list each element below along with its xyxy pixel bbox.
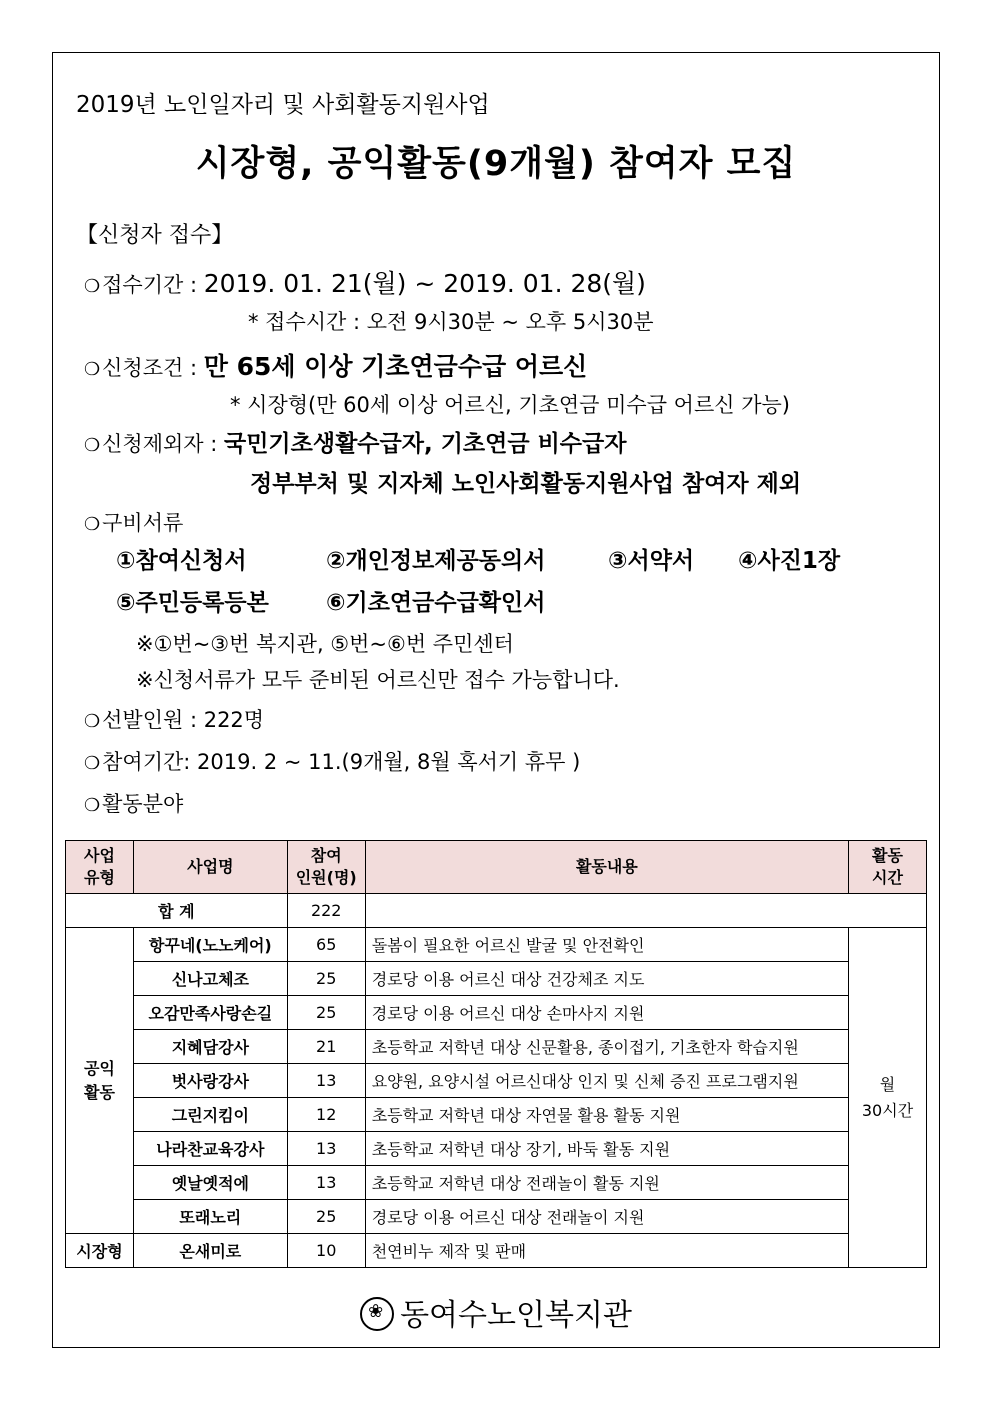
exclusion-value-2: 정부부처 및 지자체 노인사회활동지원사업 참여자 제외 [250, 471, 802, 497]
total-label: 합 계 [66, 894, 288, 928]
header-name: 사업명 [133, 841, 287, 894]
public-type-cell: 공익 활동 [66, 928, 134, 1234]
row-count: 13 [287, 1166, 365, 1200]
table-row [66, 928, 927, 962]
header-time: 활동 시간 [849, 841, 927, 894]
header-desc: 활동내용 [365, 841, 848, 894]
row-desc: 초등학교 저학년 대상 신문활용, 종이접기, 기초한자 학습지원 [365, 1030, 848, 1064]
bullet-icon [84, 792, 102, 816]
table-row [66, 1234, 927, 1268]
bullet-icon [84, 356, 102, 380]
document-item-4: ④사진1장 [738, 548, 841, 574]
row-desc: 초등학교 저학년 대상 전래놀이 활동 지원 [365, 1166, 848, 1200]
row-count: 25 [287, 1200, 365, 1234]
row-count: 25 [287, 962, 365, 996]
field-line [84, 788, 183, 818]
total-row [66, 894, 927, 928]
exclusion-value-1: 국민기초생활수급자, 기초연금 비수급자 [224, 431, 627, 457]
activity-table [65, 840, 927, 1268]
selection-text: 선발인원 : 222명 [102, 708, 265, 732]
row-count: 10 [287, 1234, 365, 1268]
footer-org: 동여수노인복지관 [400, 1298, 632, 1333]
period-label: 접수기간 : [102, 273, 204, 297]
row-name: 오감만족사랑손길 [133, 996, 287, 1030]
table-row [66, 996, 927, 1030]
period-line [84, 264, 646, 300]
row-name: 항꾸네(노노케어) [133, 928, 287, 962]
table-row [66, 1030, 927, 1064]
row-name: 벗사랑강사 [133, 1064, 287, 1098]
flower-logo-icon [360, 1297, 394, 1331]
row-name: 온새미로 [133, 1234, 287, 1268]
field-label: 활동분야 [102, 792, 184, 816]
row-count: 25 [287, 996, 365, 1030]
row-count: 21 [287, 1030, 365, 1064]
period-value: 2019. 01. 21(월) ~ 2019. 01. 28(월) [203, 269, 646, 298]
document-item-5: ⑤주민등록등본 [116, 590, 269, 616]
row-name: 옛날옛적에 [133, 1166, 287, 1200]
row-count: 13 [287, 1064, 365, 1098]
condition-label: 신청조건 : [102, 356, 204, 380]
documents-label: 구비서류 [102, 511, 184, 535]
page-subtitle: 2019년 노인일자리 및 사회활동지원사업 [76, 92, 490, 118]
document-item-6: ⑥기초연금수급확인서 [326, 590, 546, 616]
row-desc: 경로당 이용 어르신 대상 건강체조 지도 [365, 962, 848, 996]
page-title: 시장형, 공익활동(9개월) 참여자 모집 [195, 144, 797, 184]
row-desc: 초등학교 저학년 대상 자연물 활용 활동 지원 [365, 1098, 848, 1132]
total-empty [365, 894, 926, 928]
bullet-icon [84, 273, 102, 297]
bullet-icon [84, 708, 102, 732]
market-type-cell: 시장형 [66, 1234, 134, 1268]
table-row [66, 1200, 927, 1234]
header-count: 참여 인원(명) [287, 841, 365, 894]
exclusion-label: 신청제외자 : [102, 432, 224, 456]
row-name: 또래노리 [133, 1200, 287, 1234]
participation-line [84, 746, 580, 776]
bullet-icon [84, 750, 102, 774]
row-desc: 초등학교 저학년 대상 장기, 바둑 활동 지원 [365, 1132, 848, 1166]
condition-note: * 시장형(만 60세 이상 어르신, 기초연금 미수급 어르신 가능) [230, 393, 790, 417]
selection-line [84, 704, 264, 734]
row-name: 그린지킴이 [133, 1098, 287, 1132]
condition-value: 만 65세 이상 기초연금수급 어르신 [203, 352, 588, 381]
documents-note-2: ※신청서류가 모두 준비된 어르신만 접수 가능합니다. [136, 668, 620, 692]
time-cell: 월 30시간 [849, 928, 927, 1268]
row-desc: 요양원, 요양시설 어르신대상 인지 및 신체 증진 프로그램지원 [365, 1064, 848, 1098]
bullet-icon [84, 432, 102, 456]
documents-note-1: ※①번~③번 복지관, ⑤번~⑥번 주민센터 [136, 632, 514, 656]
row-desc: 천연비누 제작 및 판매 [365, 1234, 848, 1268]
table-row [66, 1064, 927, 1098]
condition-line [84, 347, 587, 383]
row-name: 지혜담강사 [133, 1030, 287, 1064]
row-desc: 돌봄이 필요한 어르신 발굴 및 안전확인 [365, 928, 848, 962]
participation-text: 참여기간: 2019. 2 ~ 11.(9개월, 8월 혹서기 휴무 ) [102, 750, 581, 774]
header-type: 사업 유형 [66, 841, 134, 894]
bullet-icon [84, 511, 102, 535]
total-value: 222 [287, 894, 365, 928]
table-row [66, 1166, 927, 1200]
row-count: 13 [287, 1132, 365, 1166]
document-item-1: ①참여신청서 [116, 548, 247, 574]
footer [0, 1290, 992, 1334]
row-count: 12 [287, 1098, 365, 1132]
document-item-3: ③서약서 [608, 548, 695, 574]
period-note: * 접수시간 : 오전 9시30분 ~ 오후 5시30분 [248, 310, 654, 334]
table-row [66, 1098, 927, 1132]
row-name: 나라찬교육강사 [133, 1132, 287, 1166]
table-row [66, 1132, 927, 1166]
row-count: 65 [287, 928, 365, 962]
row-desc: 경로당 이용 어르신 대상 손마사지 지원 [365, 996, 848, 1030]
row-name: 신나고체조 [133, 962, 287, 996]
table-header-row [66, 841, 927, 894]
row-desc: 경로당 이용 어르신 대상 전래놀이 지원 [365, 1200, 848, 1234]
exclusion-line [84, 425, 626, 458]
documents-line [84, 507, 183, 537]
document-item-2: ②개인정보제공동의서 [326, 548, 546, 574]
section-label: 【신청자 접수】 [76, 223, 234, 248]
table-row [66, 962, 927, 996]
